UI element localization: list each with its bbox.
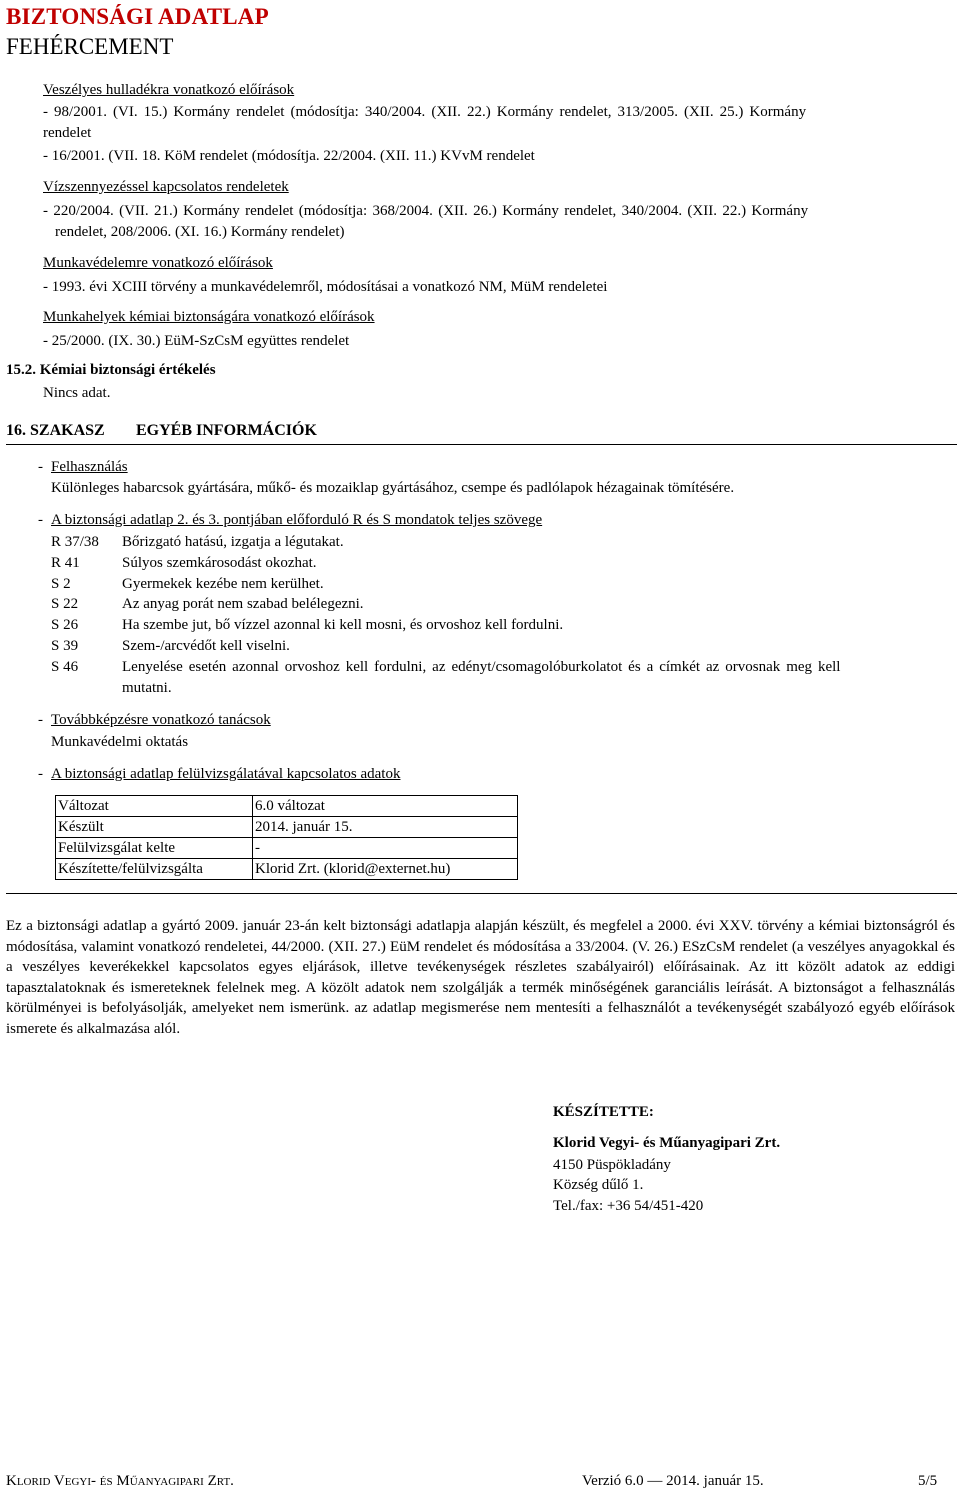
water-reg-1-cont: rendelet, 208/2006. (XI. 16.) Kormány rendelet) [55, 224, 345, 240]
revision-table [55, 795, 518, 880]
author-label: KÉSZÍTETTE: [553, 1104, 654, 1120]
use-text: Különleges habarcsok gyártására, műkő- és mozaiklap gyártásához, csempe és padlólapok hézagainak tömítésére. [51, 480, 735, 496]
author-company: Klorid Vegyi- és Műanyagipari Zrt. [553, 1135, 781, 1151]
section-16-number: 16. SZAKASZ [6, 422, 105, 439]
use-dash: - [38, 459, 43, 475]
table-key: Felülvizsgálat kelte [56, 838, 253, 859]
phrase-text: Bőrizgató hatású, izgatja a légutakat. [122, 534, 344, 550]
phrase-code: S 46 [51, 659, 79, 675]
phrase-text: Szem-/arcvédőt kell viselni. [122, 638, 290, 654]
table-row [56, 838, 518, 859]
phrase-code: R 37/38 [51, 534, 99, 550]
water-heading: Vízszennyezéssel kapcsolatos rendeletek [43, 179, 289, 195]
section-divider [6, 444, 957, 445]
section-15-2-text: Nincs adat. [43, 385, 111, 401]
section-16-title: EGYÉB INFORMÁCIÓK [136, 422, 317, 439]
phrase-code: R 41 [51, 555, 80, 571]
waste-heading: Veszélyes hulladékra vonatkozó előírások [43, 82, 295, 98]
phrase-code: S 2 [51, 576, 71, 592]
training-heading: Továbbképzésre vonatkozó tanácsok [51, 712, 271, 728]
table-value: 2014. január 15. [253, 817, 518, 838]
footer-company: Klorid Vegyi- és Műanyagipari Zrt. [6, 1473, 234, 1489]
revision-heading: A biztonsági adatlap felülvizsgálatával kapcsolatos adatok [51, 766, 401, 782]
rs-dash: - [38, 512, 43, 528]
phrase-code: S 39 [51, 638, 79, 654]
table-key: Készítette/felülvizsgálta [56, 859, 253, 880]
phrase-text: Ha szembe jut, bő vízzel azonnal ki kell mosni, és orvoshoz kell fordulni. [122, 617, 564, 633]
table-row [56, 817, 518, 838]
waste-reg-2: - 16/2001. (VII. 18. KöM rendelet (módosítja. 22/2004. (XII. 11.) KVvM rendelet [43, 148, 535, 164]
revision-dash: - [38, 766, 43, 782]
use-heading: Felhasználás [51, 459, 128, 475]
phrase-text: Az anyag porát nem szabad belélegezni. [122, 596, 364, 612]
rs-heading: A biztonsági adatlap 2. és 3. pontjában előforduló R és S mondatok teljes szövege [51, 512, 543, 528]
footer-version: Verzió 6.0 — 2014. január 15. [582, 1473, 764, 1489]
phrase-text: Lenyelése esetén azonnal orvoshoz kell fordulni, az edényt/csomagolóburkolatot és a címkét az orvosnak meg kell [122, 659, 841, 675]
disclaimer-text: Ez a biztonsági adatlap a gyártó 2009. január 23-án kelt biztonsági adatlapja alapján készült, és megfelel a 2000. évi XXV. törvény a kémiai biztonságról és módosítása, valamint vonatkozó rendeletei, 44/2000. (XII. 27.) EüM rendelet és módosítása a 33/2004. (V. 26.) ESzCsM rendelet (a veszélyes anyagokkal és a veszélyes keverékekkel kapcsolatos egyes eljárások, illetve tevékenységek részletes szabályairól) előírásainak. Az itt közölt adatok az eddigi tapasztalatoknak és ismereteknek felelnek meg. A közölt adatok nem szolgálják a termék minőségének garanciális leírását. A biztonságot a felhasználás körülményei is befolyásolják, amelyeket nem ismerünk. az adatlap megismerése nem mentesíti a felhasználót a tevékenységét szabályozó egyéb előírások ismerete és alkalmazása alól. [6, 918, 955, 1037]
table-row [56, 859, 518, 880]
doc-title: BIZTONSÁGI ADATLAP [6, 4, 269, 29]
water-reg-1: - 220/2004. (VII. 21.) Kormány rendelet (módosítja: 368/2004. (XII. 26.) Kormány rendelet, 340/2004. (XII. 22.) Kormány [43, 203, 809, 219]
training-dash: - [38, 712, 43, 728]
waste-reg-1: - 98/2001. (VI. 15.) Kormány rendelet (módosítja: 340/2004. (XII. 22.) Kormány rendelet, 313/2005. (XII. 25.) Kormány [43, 104, 807, 120]
training-text: Munkavédelmi oktatás [51, 734, 189, 750]
footer-page: 5/5 [918, 1473, 938, 1489]
product-name: FEHÉRCEMENT [6, 34, 174, 59]
table-row [56, 796, 518, 817]
table-value: Klorid Zrt. (klorid@externet.hu) [253, 859, 518, 880]
separator-line [6, 893, 957, 894]
author-phone: Tel./fax: +36 54/451-420 [553, 1198, 704, 1214]
phrase-text-cont: mutatni. [122, 680, 172, 696]
table-value: 6.0 változat [253, 796, 518, 817]
section-15-2-title: 15.2. Kémiai biztonsági értékelés [6, 362, 216, 378]
phrase-code: S 22 [51, 596, 79, 612]
workplace-reg-1: - 25/2000. (IX. 30.) EüM-SzCsM együttes rendelet [43, 333, 350, 349]
labor-reg-1: - 1993. évi XCIII törvény a munkavédelemről, módosításai a vonatkozó NM, MüM rendeletei [43, 279, 608, 295]
phrase-code: S 26 [51, 617, 79, 633]
phrase-text: Súlyos szemkárosodást okozhat. [122, 555, 317, 571]
phrase-text: Gyermekek kezébe nem kerülhet. [122, 576, 324, 592]
workplace-heading: Munkahelyek kémiai biztonságára vonatkozó előírások [43, 309, 375, 325]
author-address-1: 4150 Püspökladány [553, 1157, 671, 1173]
labor-heading: Munkavédelemre vonatkozó előírások [43, 255, 273, 271]
table-key: Készült [56, 817, 253, 838]
author-address-2: Község dűlő 1. [553, 1177, 644, 1193]
table-key: Változat [56, 796, 253, 817]
waste-reg-1-cont: rendelet [43, 125, 92, 141]
table-value: - [253, 838, 518, 859]
